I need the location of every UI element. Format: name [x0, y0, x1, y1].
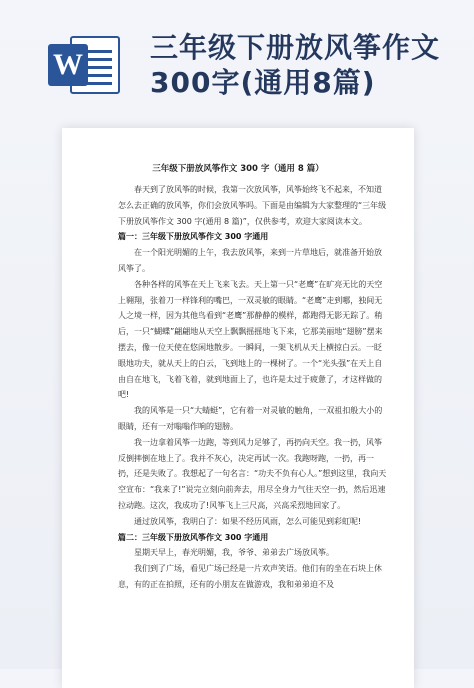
paragraph: 星期天早上，春光明媚，我，爷爷、弟弟去广场放风筝。	[134, 548, 334, 558]
paragraph: 各种各样的风筝在天上飞来飞去。天上第一只“老鹰”在旷亮无比的天空上翱翔，张着刀一样锋利的嘴巴，一双灵敏的眼睛。“老鹰”走到哪，独间无人之境一样，因为其他鸟看到“老鹰”那静静的模样，都跑得无影无踪了。稍后，一只“蝴蝶”翩翩地从天空上飘飘摇摇地飞下来，它那美丽地“翅膀”摆来摆去，像一位天使在悠闲地散步。一瞬间，一架飞机从天上横掠白云。一眨眼地功夫，就从天上的白云，飞到地上的一棵树了。一个“光头强”在天上自由自在地飞，飞着飞着，就到地面上了，也许是太过于疲惫了，才这样做的吧!	[118, 279, 383, 400]
paragraph: 在一个阳光明媚的上午，我去放风筝，来到一片草地后，就准备开始放风筝了。	[118, 248, 382, 273]
section-heading: 篇二：三年级下册放风筝作文 300 字通用	[118, 532, 269, 542]
section-heading: 篇一：三年级下册放风筝作文 300 字通用	[118, 232, 269, 242]
paragraph: 春天到了放风筝的时候，我第一次放风筝，风筝始终飞不起来，不知道怎么去正确的放风筝，你们会放风筝吗。下面是由编辑为大家整理的“三年级下册放风筝作文 300 字(通用 8 篇)”，仅供参考，欢迎大家阅读本文。	[118, 185, 387, 226]
paragraph: 通过放风筝，我明白了：如果不经历风雨，怎么可能见到彩虹呢!	[134, 516, 362, 526]
paragraph: 我的风筝是一只“大蜻蜓”，它有着一对灵敏的触角，一双祖扣般大小的眼睛，还有一对嗡嗡作响的翅膀。	[118, 406, 383, 431]
paragraph: 我一边拿着风筝一边跑，等到风力足够了，再扔向天空。我一扔，风筝反倒摔倒在地上了。我并不灰心，决定再试一次。我跑呀跑，一扔，再一扔，还是失败了。我想起了一句名言：“功夫不负有心人。”想到这里，我向天空宣布：“我来了!”说完立刻向前奔去，用尽全身力气往天空一扔，然后迅速拉动跑。这次，我成功了!风筝飞上三尺高，兴高采烈地回家了。	[118, 437, 387, 510]
word-badge: W	[48, 44, 88, 86]
word-document-icon	[48, 34, 120, 96]
banner	[0, 0, 474, 120]
document-page	[62, 128, 414, 688]
document-body	[118, 182, 388, 593]
document-title: 三年级下册放风筝作文 300 字（通用 8 篇）	[152, 164, 324, 174]
paragraph: 我们到了广场，看见广场已经是一片欢声笑语。他们有的坐在石块上休息，有的正在拍照，还有的小朋友在做游戏，我和弟弟迫不及	[118, 564, 382, 589]
banner-title: 三年级下册放风筝作文300字(通用8篇)	[150, 31, 441, 99]
